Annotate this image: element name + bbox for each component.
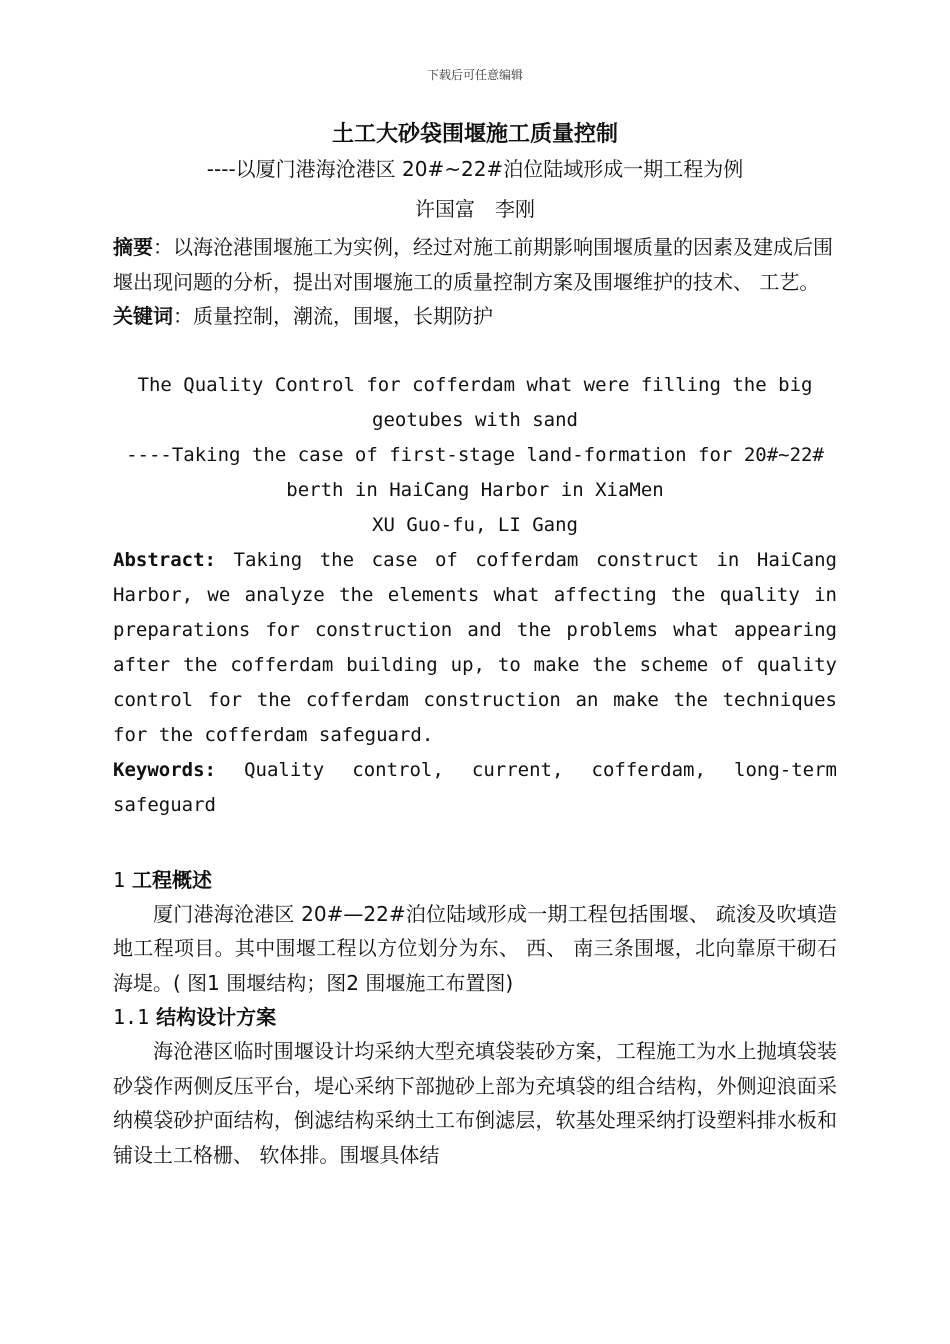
section-1-1-title: 结构设计方案 xyxy=(156,1005,277,1029)
abstract-cn xyxy=(113,230,837,299)
header-note: 下载后可任意编辑 xyxy=(426,68,523,82)
keyword-item: long-term xyxy=(734,758,837,781)
abstract-en-label: Abstract: xyxy=(113,548,216,571)
english-abstract-block xyxy=(113,368,837,823)
paper-subtitle: ----以厦门港海沧港区 20#~22#泊位陆域形成一期工程为例 xyxy=(206,157,744,181)
section-1-title: 工程概述 xyxy=(132,867,213,892)
keywords-cn-label: 关键词 xyxy=(113,304,173,328)
authors-en: XU Guo-fu, LI Gang xyxy=(372,513,578,536)
abstract-cn-label: 摘要 xyxy=(113,235,153,259)
abstract-en xyxy=(113,543,837,753)
section-1-1-heading xyxy=(113,1000,837,1034)
keywords-cn-text: ：质量控制，潮流，围堰，长期防护 xyxy=(173,304,493,328)
keywords-cn xyxy=(113,299,837,334)
keyword-item: Quality xyxy=(244,758,325,781)
subtitle-en-line2: berth in HaiCang Harbor in XiaMen xyxy=(286,478,664,501)
paper-title: 土工大砂袋围堰施工质量控制 xyxy=(331,122,618,147)
keywords-en xyxy=(113,753,837,788)
title-en-line1: The Quality Control for cofferdam what were filling the big xyxy=(137,373,813,396)
authors-cn: 许国富 李刚 xyxy=(415,197,535,221)
abstract-en-text: Taking the case of cofferdam construct in HaiCang Harbor, we analyze the elements what affecting the quality in preparations for construction and the problems what appearing after the cofferdam building up, to make the scheme of quality control for the cofferdam construction an make the techniques for the cofferdam safeguard. xyxy=(113,548,837,746)
keyword-item: current, xyxy=(471,758,564,781)
section-1-paragraph: 厦门港海沧港区 20#—22#泊位陆域形成一期工程包括围堰、 疏浚及吹填造地工程项目。其中围堰工程以方位划分为东、 西、 南三条围堰，北向靠原干砌石海堤。( 图1 围堰结构；图2 围堰施工布置图) xyxy=(113,901,837,995)
keywords-en-last: safeguard xyxy=(113,793,216,816)
keyword-item: cofferdam, xyxy=(591,758,706,781)
section-1-1-paragraph: 海沧港区临时围堰设计均采纳大型充填袋装砂方案，工程施工为水上抛填袋装砂袋作两侧反压平台，堤心采纳下部抛砂上部为充填袋的组合结构，外侧迎浪面采纳模袋砂护面结构，倒滤结构采纳土工布倒滤层，软基处理采纳打设塑料排水板和铺设土工格栅、 软体排。围堰具体结 xyxy=(113,1039,837,1167)
abstract-cn-text: ：以海沧港围堰施工为实例，经过对施工前期影响围堰质量的因素及建成后围堰出现问题的分析，提出对围堰施工的质量控制方案及围堰维护的技术、 工艺。 xyxy=(113,235,833,294)
page-content xyxy=(113,118,837,1172)
section-1-heading xyxy=(113,863,837,897)
keywords-en-label: Keywords: xyxy=(113,758,216,781)
section-1-number: 1 xyxy=(113,867,126,892)
keyword-item: control, xyxy=(352,758,444,781)
subtitle-en-line1: ----Taking the case of first-stage land-formation for 20#~22# xyxy=(126,443,824,466)
title-en-line2: geotubes with sand xyxy=(372,408,578,431)
section-1-1-number: 1.1 xyxy=(113,1005,150,1029)
